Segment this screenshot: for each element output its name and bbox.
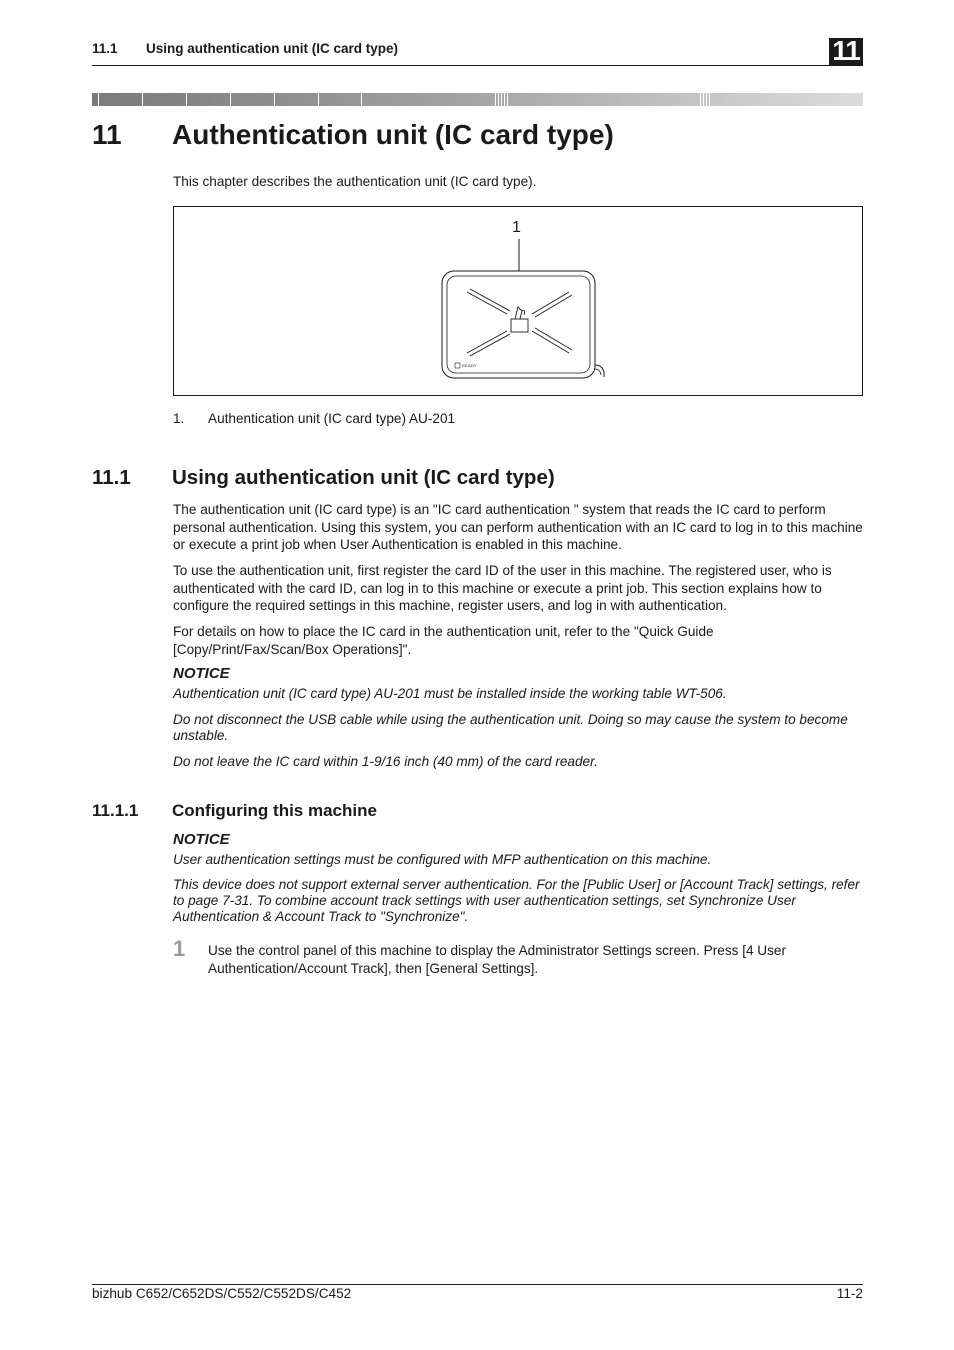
figure-caption-text: Authentication unit (IC card type) AU-201 [208, 411, 456, 426]
footer-page-number: 11-2 [836, 1286, 863, 1301]
footer-rule [92, 1284, 863, 1285]
notice-label: NOTICE [173, 665, 230, 682]
subsection-number: 11.1.1 [92, 801, 139, 820]
section-title: Using authentication unit (IC card type) [172, 466, 555, 489]
notice-text: User authentication settings must be configured with MFP authentication on this machine. [173, 852, 712, 867]
subsection-title: Configuring this machine [172, 801, 377, 820]
header-rule [92, 65, 863, 66]
chapter-intro: This chapter describes the authentication unit (IC card type). [173, 174, 537, 189]
figure-caption-number: 1. [173, 411, 185, 426]
paragraph: To use the authentication unit, first register the card ID of the user in this machine. The registered user, who is authenticated with the card ID, can log in to this machine or execute a print job. This section explains how to configure the required settings in this machine, register users, and log in with authentication. [173, 563, 832, 614]
chapter-number: 11 [92, 119, 122, 150]
figure-frame [173, 206, 863, 396]
notice-text: Do not leave the IC card within 1-9/16 inch (40 mm) of the card reader. [173, 754, 598, 769]
figure-callout-1: 1 [512, 219, 521, 236]
notice-text: Authentication unit (IC card type) AU-201 must be installed inside the working table WT-506. [173, 686, 727, 701]
chapter-badge: 11 [832, 35, 860, 66]
chapter-title: Authentication unit (IC card type) [172, 119, 614, 150]
notice-text: Do not disconnect the USB cable while using the authentication unit. Doing so may cause the system to become unstable. [173, 712, 848, 743]
paragraph: For details on how to place the IC card in the authentication unit, refer to the "Quick Guide [Copy/Print/Fax/Scan/Box Operations]". [173, 624, 714, 657]
ready-indicator-label: READY [462, 363, 477, 368]
notice-label: NOTICE [173, 831, 230, 848]
running-header-section-number: 11.1 [92, 41, 118, 56]
notice-text: This device does not support external server authentication. For the [Public User] or [Account Track] settings, refer to page 7-31. To combine account track settings with user authentication settings, set Synchronize User Authentication & Account Track to "Synchronize". [173, 877, 860, 924]
step-text: Use the control panel of this machine to display the Administrator Settings screen. Press [4 User Authentication/Account Track], then [General Settings]. [208, 943, 787, 976]
step-number: 1 [173, 936, 186, 961]
section-number: 11.1 [92, 466, 131, 489]
footer-model: bizhub C652/C652DS/C552/C552DS/C452 [92, 1286, 352, 1301]
running-header-section-title: Using authentication unit (IC card type) [146, 41, 399, 56]
paragraph: The authentication unit (IC card type) is an "IC card authentication " system that reads the IC card to perform personal authentication. Using this system, you can perform authentication with an IC card to log in to this machine or execute a print job when User Authentication is enabled in this machine. [173, 502, 863, 553]
decorative-header-bar [92, 93, 863, 106]
